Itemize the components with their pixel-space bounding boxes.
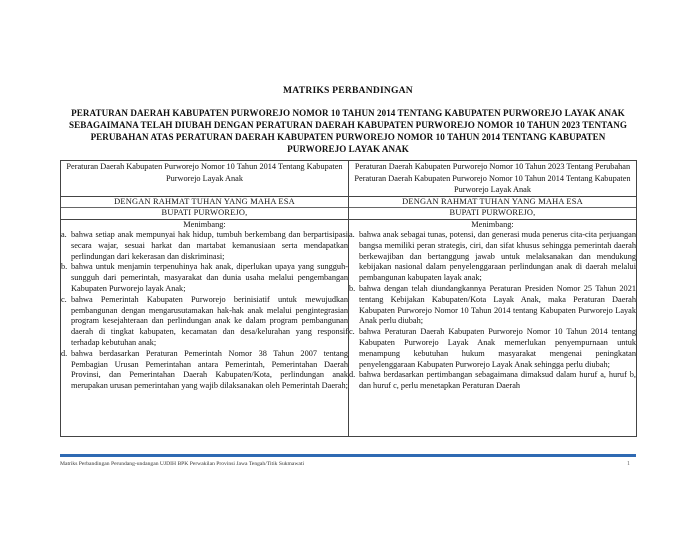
right-preamble: DENGAN RAHMAT TUHAN YANG MAHA ESA [349, 197, 636, 209]
list-item [349, 230, 636, 284]
item-text: bahwa untuk menjamin terpenuhinya hak anak, diperlukan upaya yang sungguh-sungguh dari pemerintah, masyarakat dan dunia usaha melalui pengembangan Kabupaten Purworejo layak Anak; [71, 262, 348, 293]
list-item [61, 262, 348, 294]
list-item [349, 284, 636, 327]
document-subtitle: PERATURAN DAERAH KABUPATEN PURWOREJO NOMOR 10 TAHUN 2014 TENTANG KABUPATEN PURWOREJO LAYAK ANAK SEBAGAIMANA TELAH DIUBAH DENGAN PERATURAN DAERAH KABUPATEN PURWOREJO NOMOR 10 TAHUN 2023 TENTANG PERUBAHAN ATAS PERATURAN DAERAH KABUPATEN PURWOREJO NOMOR 10 TAHUN 2014 TENTANG KABUPATEN PURWOREJO LAYAK ANAK [69, 108, 627, 154]
list-item [61, 230, 348, 262]
list-item [349, 327, 636, 370]
list-item [61, 349, 348, 392]
left-menimbang-label: Menimbang: [183, 219, 226, 229]
right-issuer: BUPATI PURWOREJO, [449, 208, 536, 217]
table-body-row [61, 219, 637, 436]
table-header-row [61, 161, 637, 197]
item-text: bahwa Pemerintah Kabupaten Purworejo berinisiatif untuk mewujudkan pembangunan dengan mengarusutamakan hak-hak anak melalui pengintegrasian program kesejahteraan dan perlindungan anak ke dalam program pembangunan daerah di tingkat kabupaten, kecamatan dan desa/kelurahan yang responsif terhadap kebutuhan anak; [71, 294, 348, 347]
right-considerations-list [349, 230, 636, 392]
left-considerations-list [61, 230, 348, 392]
item-marker: a. [61, 230, 67, 239]
right-body-cell [349, 219, 637, 436]
comparison-table [60, 160, 637, 437]
item-text: bahwa dengan telah diundangkannya Peraturan Presiden Nomor 25 Tahun 2021 tentang Kebijakan Kabupaten/Kota Layak Anak, maka Peraturan Daerah Kabupaten Purworejo Nomor 10 Tahun 2014 tentang Kabupaten Purworejo Layak Anak perlu diubah; [359, 283, 636, 326]
left-preamble: DENGAN RAHMAT TUHAN YANG MAHA ESA [61, 197, 348, 209]
list-item [61, 295, 348, 349]
footer-divider [60, 454, 636, 457]
right-title-cell [349, 196, 637, 219]
list-item [349, 370, 636, 392]
item-marker: b. [61, 262, 68, 272]
left-issuer: BUPATI PURWOREJO, [161, 208, 248, 217]
footer-text: Matriks Perbandingan Perundang-undangan UJDIH BPK Perwakilan Provinsi Jawa Tengah/Titik Sukmawati [60, 461, 304, 467]
left-body-cell [61, 219, 349, 436]
document-title: MATRIKS PERBANDINGAN [283, 85, 413, 96]
item-marker: d. [349, 370, 356, 380]
item-marker: c. [349, 327, 355, 337]
right-header-text: Peraturan Daerah Kabupaten Purworejo Nomor 10 Tahun 2023 Tentang Perubahan Peraturan Daerah Kabupaten Purworejo Nomor 10 Tahun 2014 Tentang Kabupaten Purworejo Layak Anak [354, 162, 631, 194]
item-marker: b. [349, 283, 356, 293]
item-text: bahwa berdasarkan Peraturan Pemerintah Nomor 38 Tahun 2007 tentang Pembagian Urusan Pemerintahan antara Pemerintah, Pemerintahan Daerah Provinsi, dan Pemerintahan Daerah Kabupaten/Kota, perlindungan anak merupakan urusan pemerintahan yang wajib dilaksanakan oleh Pemerintah Daerah; [71, 348, 348, 391]
item-text: bahwa berdasarkan pertimbangan sebagaimana dimaksud dalam huruf a, huruf b, dan huruf c, perlu menetapkan Peraturan Daerah [359, 370, 636, 391]
left-header-text: Peraturan Daerah Kabupaten Purworejo Nomor 10 Tahun 2014 Tentang Kabupaten Purworejo Layak Anak [66, 162, 343, 183]
item-text: bahwa Peraturan Daerah Kabupaten Purworejo Nomor 10 Tahun 2014 tentang Kabupaten Purworejo Layak Anak memerlukan penyempurnaan untuk menampung kebutuhan hukum masyarakat mengenai peningkatan penyelenggaraan Kabupaten Purworejo Layak Anak sehingga perlu diubah; [359, 327, 636, 369]
left-title-cell [61, 196, 349, 219]
item-text: bahwa setiap anak mempunyai hak hidup, tumbuh berkembang dan berpartisipasi secara wajar, sesuai harkat dan martabat kemanusiaan serta mendapatkan perlindungan dari kekerasan dan diskriminasi; [71, 230, 348, 261]
right-column-header [349, 161, 637, 197]
left-column-header [61, 161, 349, 197]
item-marker: d. [61, 348, 68, 358]
item-text: bahwa anak sebagai tunas, potensi, dan generasi muda penerus cita-cita perjuangan bangsa memiliki peran strategis, ciri, dan sifat khusus sehingga pemerintah daerah berkewajiban dan bertanggung jawab untuk melaksanakan dan mendukung kebijakan nasional dalam penyelenggaraan perlindungan anak di daerah melalui pembangunan kabupaten layak anak; [359, 230, 636, 283]
page-number: 1 [627, 461, 630, 467]
item-marker: c. [61, 294, 67, 304]
right-menimbang-label: Menimbang: [471, 219, 514, 229]
item-marker: a. [349, 230, 355, 239]
table-title-row [61, 196, 637, 219]
